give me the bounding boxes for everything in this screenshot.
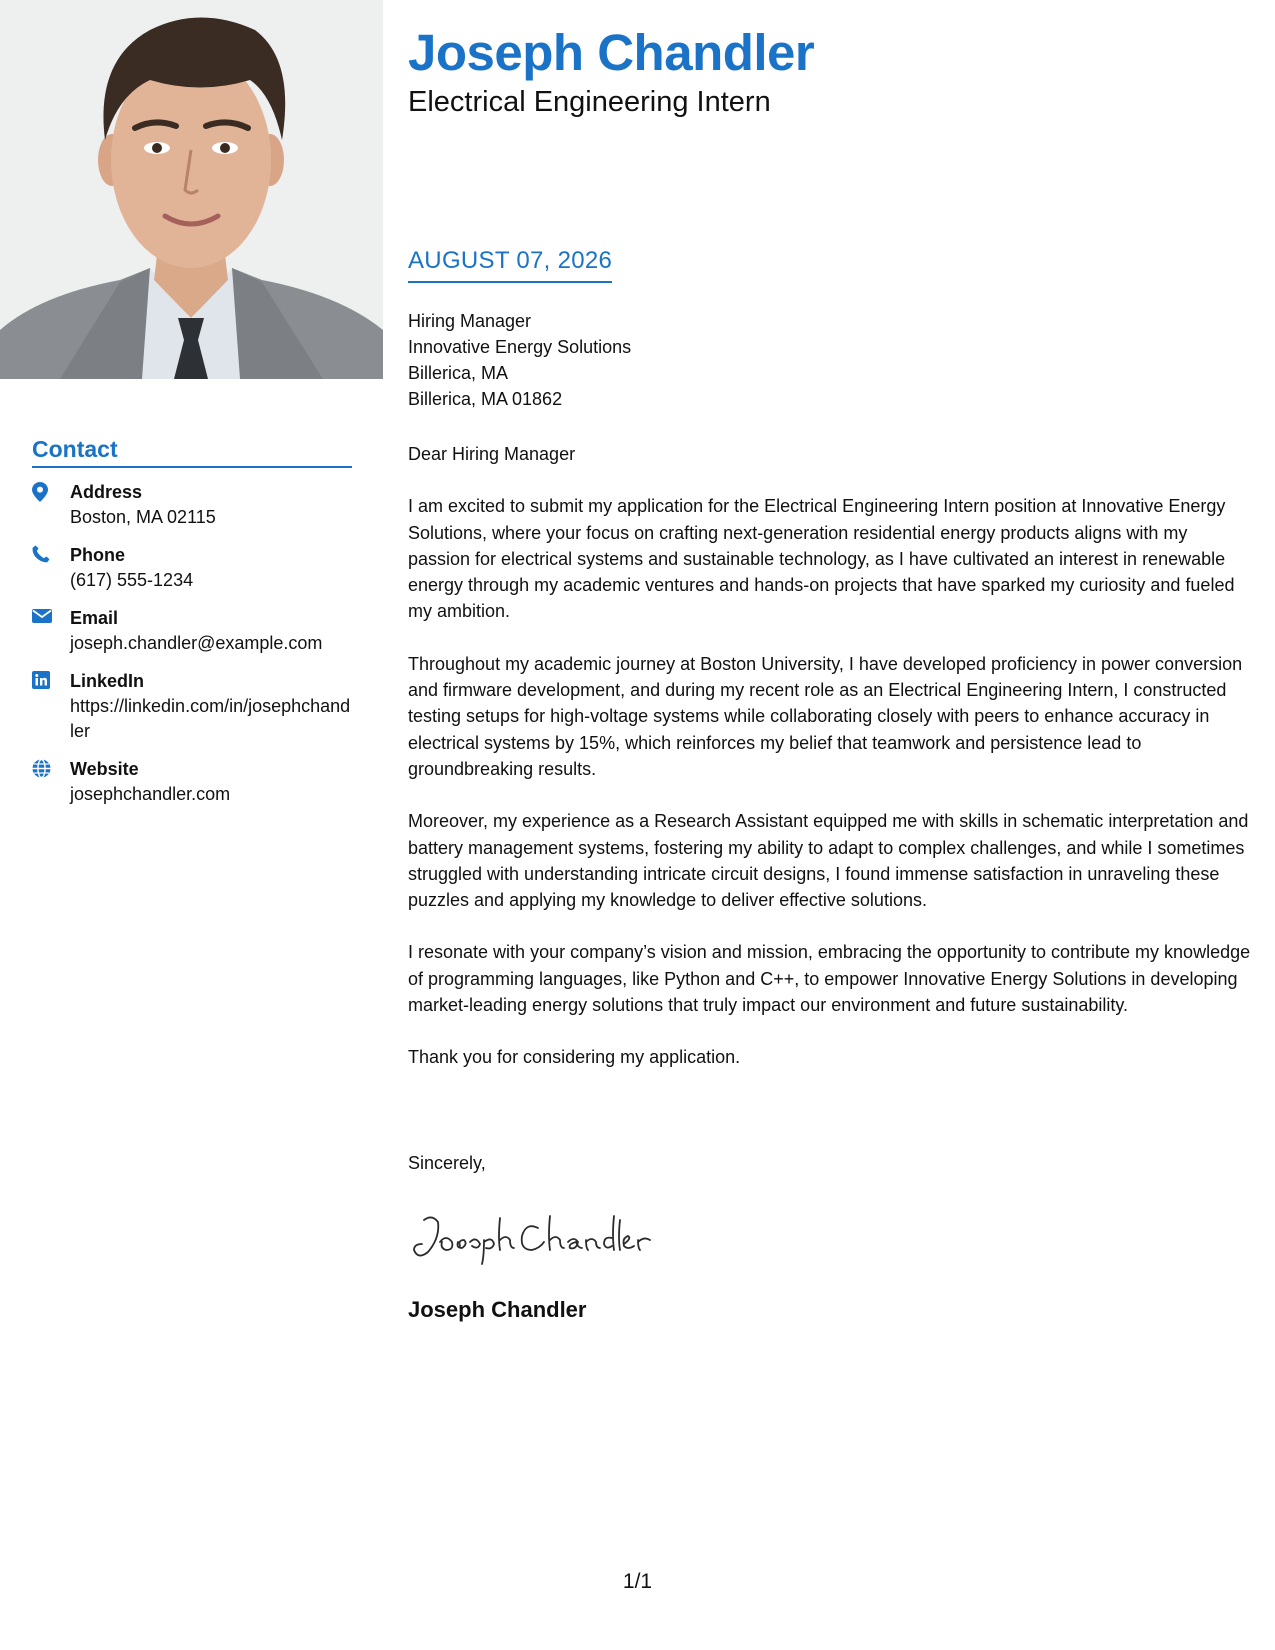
greeting: Dear Hiring Manager (408, 444, 576, 464)
website-value[interactable]: josephchandler.com (70, 784, 231, 804)
letter-body (408, 441, 1253, 1097)
letter-paragraph: I am excited to submit my application for the Electrical Engineering Intern position at Innovative Energy Solutions, where your focus on crafting next-generation residential energy products aligns with my passion for electrical systems and sustainable technology, as I have cultivated an interest in renewable energy through my academic ventures and hands-on projects that have sparked my curiosity and fueled my ambition. (408, 496, 1235, 622)
address-label: Address (70, 482, 143, 502)
recipient-line: Billerica, MA 01862 (408, 389, 563, 409)
contact-website (32, 757, 352, 807)
recipient-line: Hiring Manager (408, 311, 532, 331)
contact-sidebar (32, 436, 352, 820)
portrait-illustration (0, 0, 383, 379)
contact-heading: Contact (32, 436, 352, 468)
page-number: 1/1 (622, 1570, 653, 1593)
letter-date: AUGUST 07, 2026 (408, 247, 612, 283)
location-pin-icon (32, 480, 70, 530)
linkedin-label: LinkedIn (70, 671, 145, 691)
contact-linkedin (32, 669, 352, 744)
letter-paragraph: Moreover, my experience as a Research Assistant equipped me with skills in schematic interpretation and battery management systems, fostering my ability to adapt to complex challenges, and while I sometimes struggled with understanding intricate circuit designs, I found immense satisfaction in unraveling these puzzles and applying my knowledge to deliver effective solutions. (408, 811, 1249, 911)
phone-label: Phone (70, 545, 126, 565)
letter-header (408, 22, 1253, 120)
contact-list (32, 480, 352, 807)
email-value[interactable]: joseph.chandler@example.com (70, 633, 323, 653)
letter-paragraph: I resonate with your company’s vision and mission, embracing the opportunity to contribute my knowledge of programming languages, like Python and C++, to empower Innovative Energy Solutions in developing market-leading energy solutions that truly impact our environment and future sustainability. (408, 942, 1251, 1016)
globe-icon (32, 757, 70, 807)
handwritten-signature (410, 1208, 660, 1273)
contact-phone (32, 543, 352, 593)
applicant-job-title: Electrical Engineering Intern (408, 86, 771, 118)
phone-value[interactable]: (617) 555-1234 (70, 570, 194, 590)
applicant-name: Joseph Chandler (408, 24, 815, 81)
recipient-block (408, 308, 1253, 412)
linkedin-icon (32, 669, 70, 744)
contact-email (32, 606, 352, 656)
signed-name: Joseph Chandler (408, 1297, 587, 1322)
letter-paragraph: Thank you for considering my application. (408, 1047, 741, 1068)
recipient-line: Innovative Energy Solutions (408, 337, 632, 357)
contact-address (32, 480, 352, 530)
letter-paragraph: Throughout my academic journey at Boston University, I have developed proficiency in power conversion and firmware development, and during my recent role as an Electrical Engineering Intern, I constructed testing setups for high-voltage systems while collaborating closely with peers to enhance accuracy in electrical systems by 15%, which reinforces my belief that teamwork and persistence lead to groundbreaking results. (408, 653, 1243, 779)
address-value: Boston, MA 02115 (70, 507, 216, 527)
recipient-line: Billerica, MA (408, 363, 509, 383)
website-label: Website (70, 759, 139, 779)
linkedin-value[interactable]: https://linkedin.com/in/josephchandler (70, 696, 351, 741)
profile-photo (0, 0, 383, 379)
envelope-icon (32, 606, 70, 656)
closing: Sincerely, (408, 1153, 486, 1173)
email-label: Email (70, 608, 119, 628)
phone-icon (32, 543, 70, 593)
